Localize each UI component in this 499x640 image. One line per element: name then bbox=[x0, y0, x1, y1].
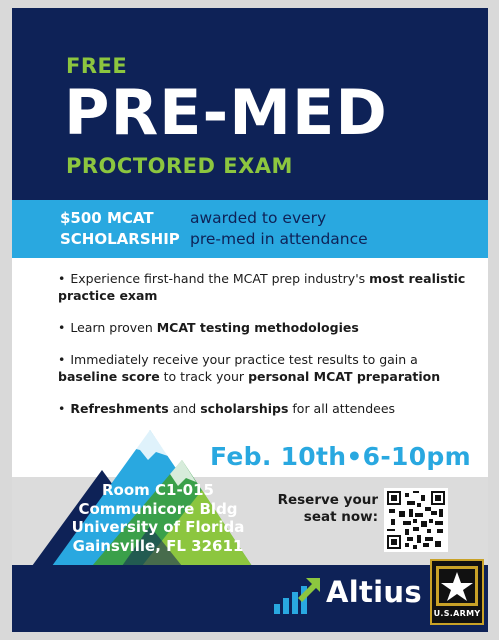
benefit-text: for all attendees bbox=[288, 401, 396, 416]
scholarship-amount bbox=[60, 208, 186, 250]
benefits-list bbox=[58, 270, 478, 432]
scholarship-description-line2: pre-med in attendance bbox=[190, 230, 368, 248]
flyer bbox=[12, 8, 488, 632]
altius-wordmark: Altius bbox=[326, 575, 422, 609]
benefit-emphasis: baseline score bbox=[58, 369, 160, 384]
scholarship-band bbox=[12, 200, 488, 258]
header-banner bbox=[12, 8, 488, 200]
benefit-emphasis: scholarships bbox=[200, 401, 289, 416]
location-university: University of Florida bbox=[71, 518, 245, 536]
bullet-marker: • bbox=[58, 320, 66, 335]
benefit-item bbox=[58, 351, 478, 385]
subtitle: PROCTORED EXAM bbox=[66, 154, 293, 178]
benefit-item bbox=[58, 319, 478, 336]
benefit-text: Learn proven bbox=[70, 320, 157, 335]
altius-logo bbox=[272, 568, 422, 618]
benefit-text: and bbox=[168, 401, 201, 416]
free-label: FREE bbox=[66, 54, 128, 78]
scholarship-description-line1: awarded to every bbox=[190, 209, 327, 227]
bullet-marker: • bbox=[58, 271, 66, 286]
benefit-text: Immediately receive your practice test results to gain a bbox=[70, 352, 418, 367]
reserve-line2: seat now: bbox=[303, 509, 378, 525]
reserve-line1: Reserve your bbox=[277, 492, 378, 508]
army-label: U.S.ARMY bbox=[433, 609, 481, 618]
location-room: Room C1-015 bbox=[102, 481, 214, 499]
benefit-text: Experience first-hand the MCAT prep industry's bbox=[70, 271, 370, 286]
event-date-time: Feb. 10th•6-10pm bbox=[210, 442, 471, 471]
scholarship-amount-line2: SCHOLARSHIP bbox=[60, 230, 180, 248]
benefit-item bbox=[58, 400, 478, 417]
benefit-item bbox=[58, 270, 478, 304]
qr-code[interactable] bbox=[384, 488, 448, 552]
altius-bars-icon bbox=[272, 576, 322, 616]
event-location bbox=[58, 481, 258, 555]
location-building: Communicore Bldg bbox=[78, 499, 238, 518]
scholarship-amount-line1: $500 MCAT bbox=[60, 209, 154, 227]
us-army-logo bbox=[430, 559, 484, 625]
title: PRE-MED bbox=[64, 76, 388, 149]
benefit-emphasis: MCAT testing methodologies bbox=[156, 320, 359, 335]
benefit-emphasis: most realistic practice exam bbox=[58, 271, 466, 303]
benefit-emphasis: personal MCAT preparation bbox=[248, 369, 441, 384]
bullet-marker: • bbox=[58, 401, 66, 416]
reserve-prompt bbox=[272, 492, 378, 526]
location-city: Gainsville, FL 32611 bbox=[72, 536, 244, 555]
bullet-marker: • bbox=[58, 352, 66, 367]
army-star-icon bbox=[432, 563, 482, 609]
benefit-text: to track your bbox=[159, 369, 249, 384]
benefit-emphasis: Refreshments bbox=[70, 401, 169, 416]
scholarship-description bbox=[190, 208, 368, 250]
